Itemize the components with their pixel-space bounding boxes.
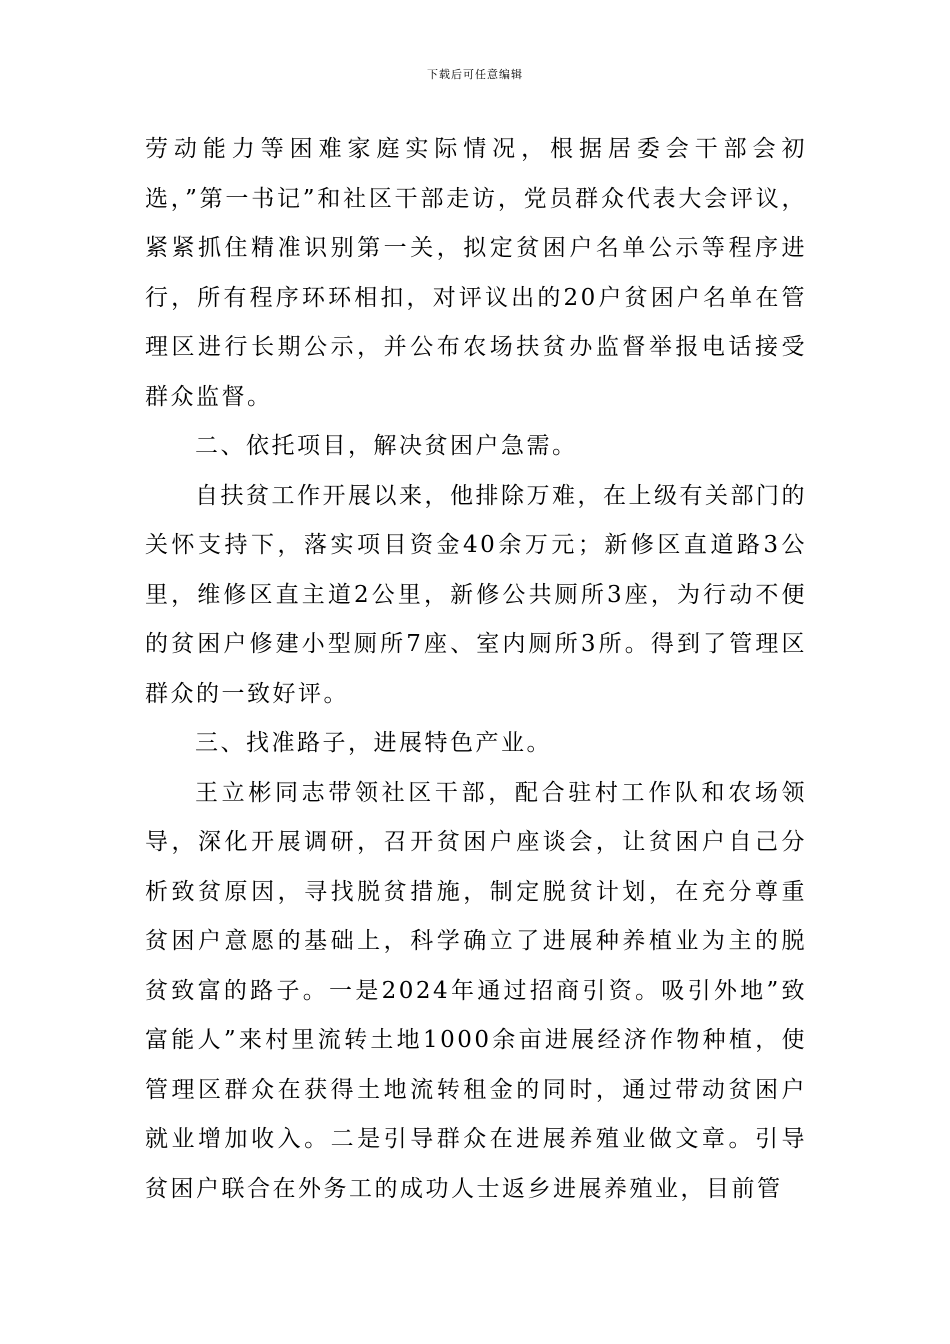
document-body: [145, 125, 807, 1214]
paragraph-3: 王立彬同志带领社区干部，配合驻村工作队和农场领导，深化开展调研，召开贫困户座谈会，让贫困户自己分析致贫原因，寻找脱贫措施，制定脱贫计划，在充分尊重贫困户意愿的基础上，科学确立了进展种养植业为主的脱贫致富的路子。一是2024年通过招商引资。吸引外地”致富能人”来村里流转土地1000余亩进展经济作物种植，使管理区群众在获得土地流转租金的同时，通过带动贫困户就业增加收入。二是引导群众在进展养殖业做文章。引导贫困户联合在外务工的成功人士返乡进展养殖业，目前管: [145, 779, 807, 1202]
section-heading-2: 二、依托项目，解决贫困户急需。: [195, 433, 578, 459]
section-heading-3: 三、找准路子，进展特色产业。: [195, 730, 552, 756]
page-header: 下载后可任意编辑: [427, 68, 523, 81]
paragraph-1: 劳动能力等困难家庭实际情况，根据居委会干部会初选，”第一书记”和社区干部走访，党员群众代表大会评议，紧紧抓住精准识别第一关，拟定贫困户名单公示等程序进行，所有程序环环相扣，对评议出的20户贫困户名单在管理区进行长期公示，并公布农场扶贫办监督举报电话接受群众监督。: [145, 136, 807, 410]
paragraph-2: 自扶贫工作开展以来，他排除万难，在上级有关部门的关怀支持下，落实项目资金40余万元；新修区直道路3公里，维修区直主道2公里，新修公共厕所3座，为行动不便的贫困户修建小型厕所7座、室内厕所3所。得到了管理区群众的一致好评。: [145, 482, 807, 707]
